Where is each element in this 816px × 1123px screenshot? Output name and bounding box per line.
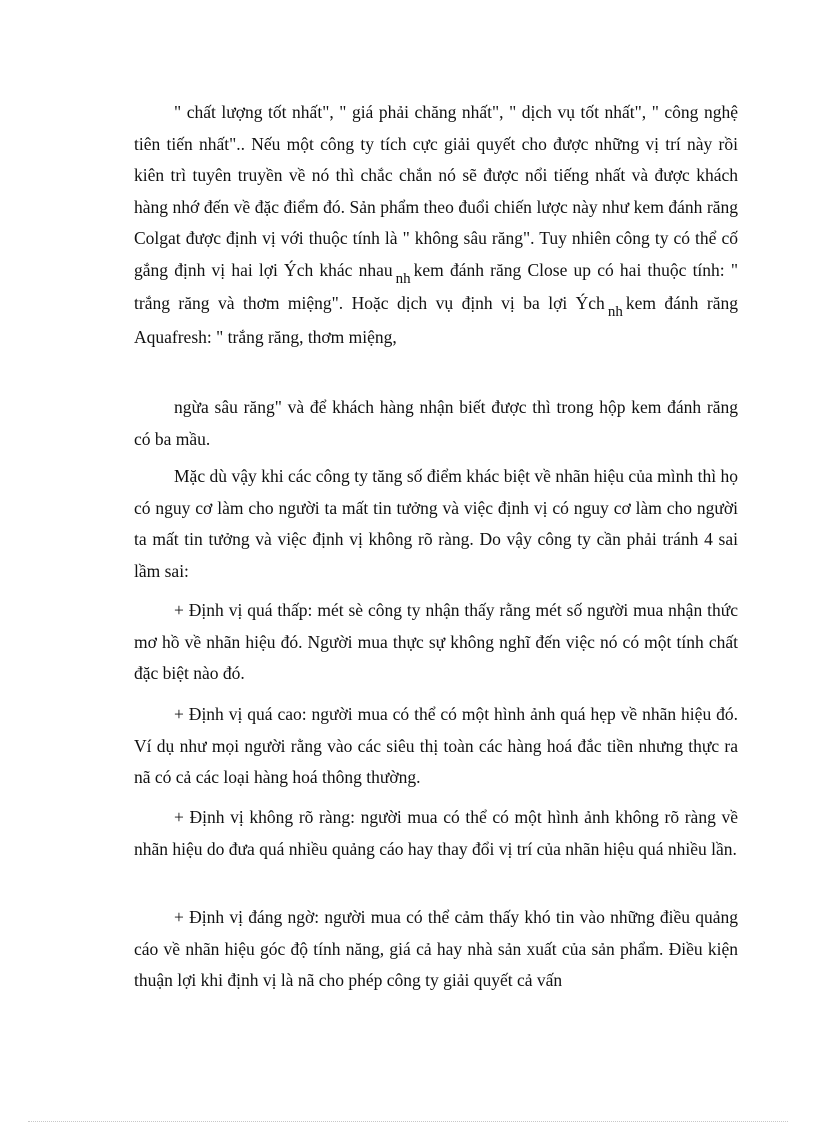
paragraph-differentiation-risk: Mặc dù vậy khi các công ty tăng số điểm khác biệt về nhãn hiệu của mình thì họ có nguy cơ làm cho người ta mất tin tưởng và việc định vị có nguy cơ làm cho người ta mất tin tưởng và việc định vị không rõ ràng. Do vậy công ty cần phải tránh 4 sai lầm sai: [134,466,738,581]
paragraph-text: kem đánh răng Close up có hai thuộc tính: " trắng răng và thơm miệng". Hoặc dịch vụ định vị ba lợi Ých [134,259,738,313]
paragraph-under-positioning: + Định vị quá thấp: mét sè công ty nhận thấy rằng mét số người mua nhận thức mơ hồ về nhãn hiệu đó. Người mua thực sự không nghĩ đến việc nó có một tính chất đặc biệt nào đó. [134,600,738,683]
page-bottom-divider [28,1121,788,1122]
paragraph-text: kem đánh răng Aquafresh: " trắng răng, thơm miệng, [134,293,738,347]
paragraph-doubtful-positioning: + Định vị đáng ngờ: người mua có thể cảm thấy khó tin vào những điều quảng cáo về nhãn hiệu góc độ tính năng, giá cả hay nhà sản xuất của sản phẩm. Điều kiện thuận lợi khi định vị là nã cho phép công ty giải quyết cả vấn [134,907,738,990]
subscript-fragment: nh [395,270,411,287]
paragraph-continuation: ngừa sâu răng" và để khách hàng nhận biết được thì trong hộp kem đánh răng có ba mầu. [134,397,738,449]
paragraph-positioning-attributes [134,97,738,353]
paragraph-confused-positioning: + Định vị không rõ ràng: người mua có thể có một hình ảnh không rõ ràng về nhãn hiệu do đưa quá nhiều quảng cáo hay thay đổi vị trí của nhãn hiệu quá nhiều lần. [134,807,738,859]
subscript-fragment: nh [607,304,623,320]
paragraph-over-positioning: + Định vị quá cao: người mua có thể có một hình ảnh quá hẹp về nhãn hiệu đó. Ví dụ như mọi người rằng vào các siêu thị toàn các hàng hoá đắc tiền nhưng thực ra nã có cả các loại hàng hoá thông thường. [134,704,738,787]
paragraph-text: " chất lượng tốt nhất", " giá phải chăng nhất", " dịch vụ tốt nhất", " công nghệ tiên tiến nhất".. Nếu một công ty tích cực giải quyết cho được những vị trí này rồi kiên trì tuyên truyền về nó thì chắc chắn nó sẽ được nổi tiếng nhất và được khách hàng nhớ đến về đặc điểm đó. Sản phẩm theo đuổi chiến lược này như kem đánh răng Colgat được định vị với thuộc tính là " không sâu răng". Tuy nhiên công ty có thể cố gắng định vị hai lợi Ých khác nhau [134,102,738,280]
